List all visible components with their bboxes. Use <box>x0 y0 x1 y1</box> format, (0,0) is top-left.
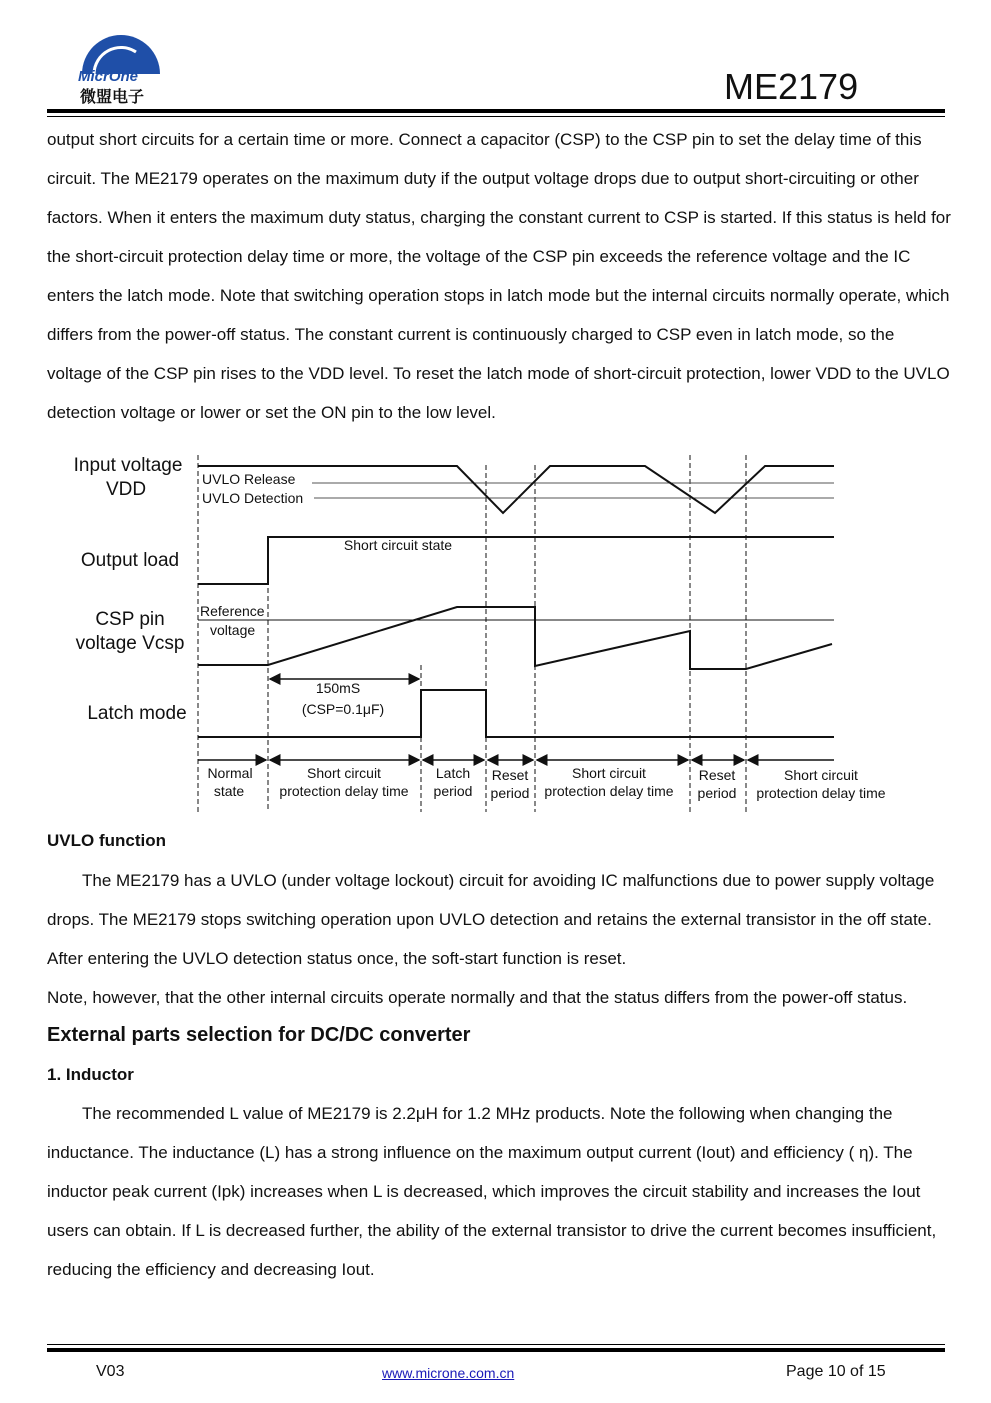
footer-rule-thick <box>47 1348 945 1352</box>
label-output-load: Output load <box>80 550 180 571</box>
timing-diagram <box>60 445 900 820</box>
label-csp-pin: CSP pin <box>95 609 165 630</box>
intro-paragraph: output short circuits for a certain time or more. Connect a capacitor (CSP) to the CSP pin to set the delay time of this circuit. The ME2179 operates on the maximum duty if the output voltage drops due to output short-circuiting or other factors. When it enters the maximum duty status, charging the constant current to CSP is started. If this status is held for the short-circuit protection delay time or more, the voltage of the CSP pin exceeds the reference voltage and the IC enters the latch mode. Note that switching operation stops in latch mode but the internal circuits normally operate, which differs from the power-off status. The constant current is continuously charged to CSP even in latch mode, so the voltage of the CSP pin rises to the VDD level. To reset the latch mode of short-circuit protection, lower VDD to the UVLO detection voltage or lower or set the ON pin to the low level. <box>47 130 951 422</box>
dashed-time-markers <box>198 455 746 815</box>
period-reset1-2: period <box>490 785 530 801</box>
uvlo-heading: UVLO function <box>47 831 166 850</box>
period-normal-2: state <box>213 783 245 799</box>
period-latch-1: Latch <box>435 765 471 781</box>
period-scp3-1: Short circuit <box>784 767 858 783</box>
logo-sub-text: 微盟电子 <box>80 89 145 106</box>
uvlo-release-label: UVLO Release <box>202 471 296 487</box>
period-scp1-1: Short circuit <box>307 765 381 781</box>
footer-page-number: Page 10 of 15 <box>786 1363 886 1380</box>
period-normal-1: Normal <box>207 765 253 781</box>
output-load-waveform <box>198 537 834 584</box>
footer-rule-thin <box>47 1344 945 1345</box>
inductor-paragraph: The recommended L value of ME2179 is 2.2μH for 1.2 MHz products. Note the following when changing the inductance. The inductance (L) has a strong influence on the maximum output current (Iout) and efficiency ( η). The inductor peak current (Ipk) increases when L is decreased, which improves the circuit stability and increases the Iout users can obtain. If L is decreased further, the ability of the external transistor to drive the current becomes insufficient, reducing the efficiency and decreasing Iout. <box>47 1104 937 1279</box>
logo-text-micr: MicrOne <box>78 68 139 85</box>
reference-label-2: voltage <box>210 622 256 638</box>
label-vdd: VDD <box>105 479 147 500</box>
inductor-heading: 1. Inductor <box>47 1065 134 1084</box>
period-latch-2: period <box>433 783 473 799</box>
period-reset2-2: period <box>697 785 737 801</box>
label-input-voltage: Input voltage <box>73 455 183 476</box>
uvlo-paragraph: The ME2179 has a UVLO (under voltage lockout) circuit for avoiding IC malfunctions due to power supply voltage drops. The ME2179 stops switching operation upon UVLO detection and retains the external transistor in the off state. After entering the UVLO detection status once, the soft-start function is reset. <box>47 871 935 968</box>
period-scp2-2: protection delay time <box>544 783 674 799</box>
period-reset2-1: Reset <box>698 767 736 783</box>
delay-label-1: 150mS <box>315 680 361 696</box>
period-scp1-2: protection delay time <box>279 783 409 799</box>
period-reset1-1: Reset <box>491 767 529 783</box>
csp-waveform <box>198 607 832 669</box>
company-logo <box>76 28 166 108</box>
uvlo-note: Note, however, that the other internal circuits operate normally and that the status differs from the power-off status. <box>47 988 908 1007</box>
label-latch-mode: Latch mode <box>87 703 187 724</box>
latch-waveform <box>198 690 834 737</box>
period-scp3-2: protection delay time <box>756 785 886 801</box>
header-rule-thin <box>47 116 945 117</box>
document-title: ME2179 <box>724 66 859 107</box>
header-rule-thick <box>47 109 945 113</box>
delay-label-2: (CSP=0.1μF) <box>301 701 385 717</box>
label-voltage-vcsp: voltage Vcsp <box>75 633 185 654</box>
uvlo-detection-label: UVLO Detection <box>202 490 304 506</box>
footer-website-link[interactable]: www.microne.com.cn <box>382 1365 515 1381</box>
period-scp2-1: Short circuit <box>572 765 646 781</box>
short-circuit-state-label: Short circuit state <box>343 537 453 553</box>
footer-version: V03 <box>96 1363 125 1380</box>
reference-label-1: Reference <box>200 603 265 619</box>
external-parts-heading: External parts selection for DC/DC converter <box>47 1024 471 1046</box>
